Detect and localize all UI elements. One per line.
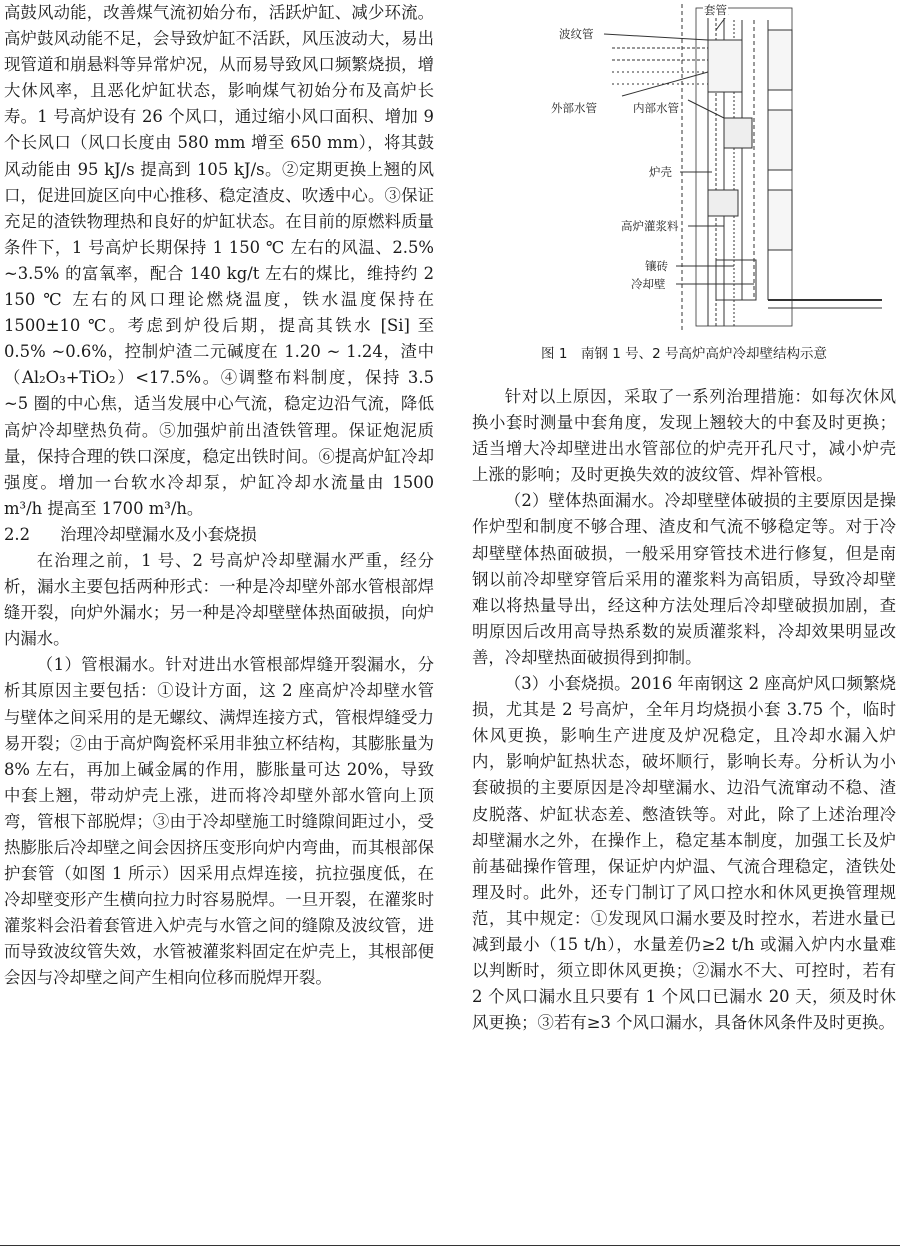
label-stave: 冷却壁 [631, 277, 666, 291]
label-sleeve: 套管 [704, 3, 727, 17]
body-paragraph: 针对以上原因，采取了一系列治理措施：如每次休风换小套时测量中套角度，发现上翘较大的中套及时更换；适当增大冷却壁进出水管部位的炉壳开孔尺寸，减小炉壳上涨的影响；及时更换失效的波纹管、焊补管根。 [472, 387, 896, 485]
body-paragraph: 在治理之前，1 号、2 号高炉冷却壁漏水严重，经分析，漏水主要包括两种形式：一种是冷却壁外部水管根部焊缝开裂，向炉外漏水；另一种是冷却壁壁体热面破损，向炉内漏水。 [4, 550, 434, 649]
stave-structure-diagram [472, 0, 896, 340]
body-paragraph: （1）管根漏水。针对进出水管根部焊缝开裂漏水，分析其原因主要包括：①设计方面，这 2 座高炉冷却壁水管与壁体之间采用的是无螺纹、满焊连接方式，管根焊缝受力易开裂；②由于高炉陶瓷杯采用非独立杯结构，其膨胀量为 8% 左右，再加上碱金属的作用，膨胀量可达 20%，导致中套上翘，带动炉壳上涨，进而将冷却壁外部水管向上顶弯，管根下部脱焊；③由于冷却壁施工时缝隙间距过小，受热膨胀后冷却壁之间会因挤压变形向炉内弯曲，而其根部保护套管（如图 1 所示）因采用点焊连接，抗拉强度低，在冷却壁变形产生横向拉力时容易脱焊。一旦开裂，在灌浆时灌浆料会沿着套管进入炉壳与水管之间的缝隙及波纹管，进而导致波纹管失效，水管被灌浆料固定在炉壳上，其根部便会因与冷却壁之间产生相向位移而脱焊开裂。 [4, 655, 434, 988]
page-bottom-rule [0, 1245, 900, 1246]
label-grout: 高炉灌浆料 [621, 219, 679, 233]
label-brick: 镶砖 [645, 259, 668, 273]
body-paragraph: （3）小套烧损。2016 年南钢这 2 座高炉风口频繁烧损，尤其是 2 号高炉，全年月均烧损小套 3.75 个，临时休风更换，影响生产进度及炉况稳定，且冷却水漏入炉内，影响炉缸热状态，破坏顺行，影响长寿。分析认为小套破损的主要原因是冷却壁漏水、边沿气流窜动不稳、渣皮脱落、炉缸状态差、憋渣铁等。对此，除了上述治理冷却壁漏水之外，在操作上，稳定基本制度，加强工长及炉前基础操作管理，保证炉内炉温、气流合理稳定，渣铁处理及时。此外，还专门制订了风口控水和休风更换管理规范，其中规定：①发现风口漏水要及时控水，若进水量已减到最小（15 t/h），水量差仍≥2 t/h 或漏入炉内水量难以判断时，须立即休风更换；②漏水不大、可控时，若有 2 个风口漏水且只要有 1 个风口已漏水 20 天，须及时休风更换；③若有≥3 个风口漏水，具备休风条件及时更换。 [472, 674, 896, 1033]
section-title: 治理冷却壁漏水及小套烧损 [60, 524, 257, 544]
figure-1 [472, 0, 896, 340]
right-column [472, 0, 896, 1036]
label-inner-pipe: 内部水管 [633, 101, 679, 115]
body-paragraph: 高鼓风动能，改善煤气流初始分布，活跃炉缸、减少环流。高炉鼓风动能不足，会导致炉缸不活跃，风压波动大，易出现管道和崩悬料等异常炉况，从而易导致风口频繁烧损，增大休风率，且恶化炉缸状态，影响煤气初始分布及高炉长寿。1 号高炉设有 26 个风口，通过缩小风口面积、增加 9 个长风口（风口长度由 580 mm 增至 650 mm），将其鼓风动能由 95 kJ/s 提高到 105 kJ/s。②定期更换上翘的风口，促进回旋区向中心推移、稳定渣皮、吹透中心。③保证充足的渣铁物理热和良好的炉缸状态。在目前的原燃料质量条件下，1 号高炉长期保持 1 150 ℃ 左右的风温、2.5% ~3.5% 的富氧率，配合 140 kg/t 左右的煤比，维持约 2 150 ℃ 左右的风口理论燃烧温度，铁水温度保持在 1500±10 ℃。考虑到炉役后期，提高其铁水 [Si] 至 0.5% ~0.6%，控制炉渣二元碱度在 1.20 ~ 1.24，渣中（Al₂O₃+TiO₂）<17.5%。④调整布料制度，保持 3.5 ~5 圈的中心焦，适当发展中心气流，稳定边沿气流，降低高炉冷却壁热负荷。⑤加强炉前出渣铁管理。保证炮泥质量，保持合理的铁口深度，稳定出铁时间。⑥提高炉缸冷却强度。增加一台软水冷却泵，炉缸冷却水流量由 1500 m³/h 提高至 1700 m³/h。 [4, 3, 434, 518]
label-bellows: 波纹管 [559, 27, 594, 41]
section-number: 2.2 [4, 524, 31, 544]
figure-caption: 图 1 南钢 1 号、2 号高炉高炉冷却壁结构示意 [541, 346, 827, 362]
label-outer-pipe: 外部水管 [551, 101, 597, 115]
label-shell: 炉壳 [649, 165, 672, 179]
left-column [4, 0, 434, 992]
body-paragraph: （2）壁体热面漏水。冷却壁壁体破损的主要原因是操作炉型和制度不够合理、渣皮和气流不够稳定等。对于冷却壁壁体热面破损，一般采用穿管技术进行修复，但是南钢以前冷却壁穿管后采用的灌浆料为高铝质，导致冷却壁难以将热量导出，经这种方法处理后冷却壁破损加剧，查明原因后改用高导热系数的炭质灌浆料，冷却效果明显改善，冷却壁热面破损得到抑制。 [472, 491, 896, 667]
section-heading [4, 522, 434, 548]
